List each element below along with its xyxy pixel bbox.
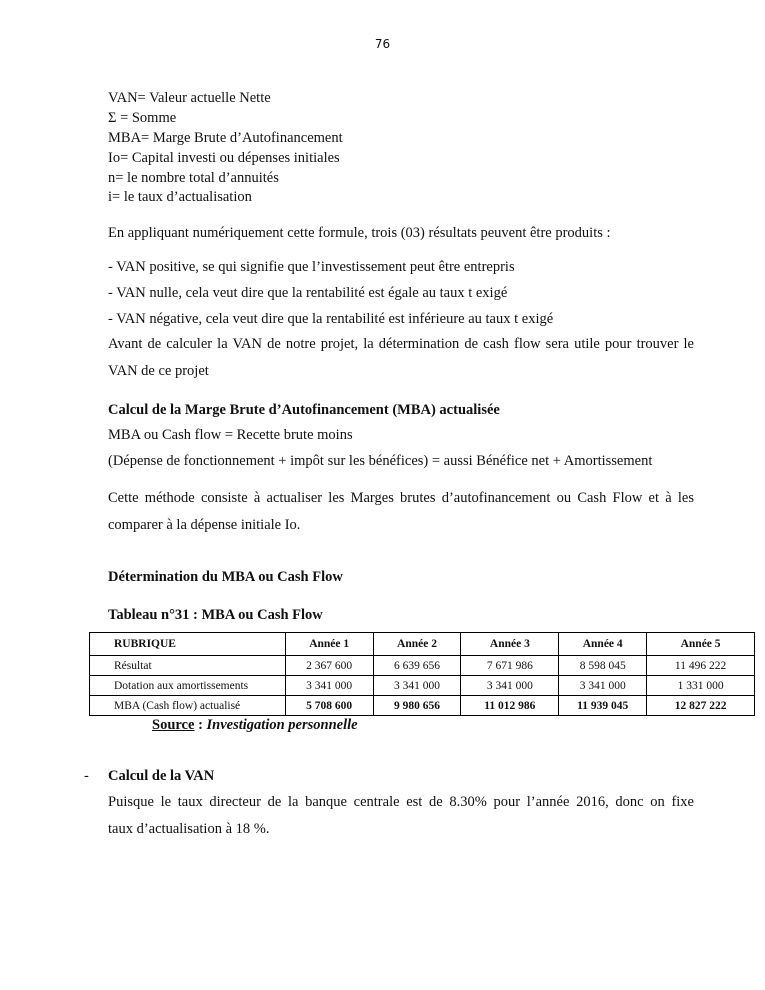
table-cell: 9 980 656 xyxy=(373,696,461,716)
header-annee-2: Année 2 xyxy=(373,633,461,656)
definition-io: Io= Capital investi ou dépenses initiales xyxy=(108,150,340,166)
header-annee-3: Année 3 xyxy=(461,633,559,656)
case-positive: - VAN positive, se qui signifie que l’investissement peut être entrepris xyxy=(108,259,515,275)
table-cell: 11 939 045 xyxy=(559,696,647,716)
table-cell: 3 341 000 xyxy=(373,676,461,696)
table-cell: 6 639 656 xyxy=(373,656,461,676)
page-number: 76 xyxy=(374,37,391,51)
table-cell: 3 341 000 xyxy=(285,676,373,696)
mba-heading: Calcul de la Marge Brute d’Autofinancement (MBA) actualisée xyxy=(108,402,500,418)
method-line-2: comparer à la dépense initiale Io. xyxy=(108,517,301,533)
table-cell: 3 341 000 xyxy=(559,676,647,696)
definition-mba: MBA= Marge Brute d’Autofinancement xyxy=(108,130,343,146)
table-caption: Tableau n°31 : MBA ou Cash Flow xyxy=(108,607,323,623)
table-header-row xyxy=(90,633,755,656)
table-cell: 3 341 000 xyxy=(461,676,559,696)
table-source xyxy=(152,717,358,734)
source-value: Investigation personnelle xyxy=(206,717,358,733)
definition-i: i= le taux d’actualisation xyxy=(108,189,252,205)
header-annee-1: Année 1 xyxy=(285,633,373,656)
source-label: Source xyxy=(152,717,195,733)
table-cell: 11 012 986 xyxy=(461,696,559,716)
before-calc-line-1: Avant de calculer la VAN de notre projet, la détermination de cash flow sera utile pour trouver le xyxy=(108,336,694,352)
case-negative: - VAN négative, cela veut dire que la rentabilité est inférieure au taux t exigé xyxy=(108,311,554,327)
source-separator: : xyxy=(194,717,207,733)
mba-formula-line-1: MBA ou Cash flow = Recette brute moins xyxy=(108,427,353,443)
table-row-total xyxy=(90,696,755,716)
definition-sigma: Σ = Somme xyxy=(108,110,177,126)
table-cell: 8 598 045 xyxy=(559,656,647,676)
determination-heading: Détermination du MBA ou Cash Flow xyxy=(108,569,343,585)
mba-table xyxy=(89,632,755,716)
intro-paragraph: En appliquant numériquement cette formule, trois (03) résultats peuvent être produits : xyxy=(108,225,611,241)
mba-formula-line-2: (Dépense de fonctionnement + impôt sur les bénéfices) = aussi Bénéfice net + Amortissement xyxy=(108,453,653,469)
definition-van: VAN= Valeur actuelle Nette xyxy=(108,90,271,106)
table-row xyxy=(90,676,755,696)
table-cell: 1 331 000 xyxy=(647,676,755,696)
row-label: Résultat xyxy=(90,656,286,676)
header-annee-5: Année 5 xyxy=(647,633,755,656)
definition-n: n= le nombre total d’annuités xyxy=(108,170,279,186)
table-cell: 7 671 986 xyxy=(461,656,559,676)
van-line-1: Puisque le taux directeur de la banque centrale est de 8.30% pour l’année 2016, donc on fixe xyxy=(108,794,694,810)
van-heading: Calcul de la VAN xyxy=(108,768,215,784)
van-line-2: taux d’actualisation à 18 %. xyxy=(108,821,270,837)
table-row xyxy=(90,656,755,676)
header-rubrique: RUBRIQUE xyxy=(90,633,286,656)
table-cell: 11 496 222 xyxy=(647,656,755,676)
row-label: MBA (Cash flow) actualisé xyxy=(90,696,286,716)
list-dash: - xyxy=(84,768,89,784)
table-cell: 5 708 600 xyxy=(285,696,373,716)
case-null: - VAN nulle, cela veut dire que la rentabilité est égale au taux t exigé xyxy=(108,285,508,301)
before-calc-line-2: VAN de ce projet xyxy=(108,363,209,379)
row-label: Dotation aux amortissements xyxy=(90,676,286,696)
method-line-1: Cette méthode consiste à actualiser les Marges brutes d’autofinancement ou Cash Flow et à les xyxy=(108,490,694,506)
table-cell: 12 827 222 xyxy=(647,696,755,716)
table-cell: 2 367 600 xyxy=(285,656,373,676)
header-annee-4: Année 4 xyxy=(559,633,647,656)
